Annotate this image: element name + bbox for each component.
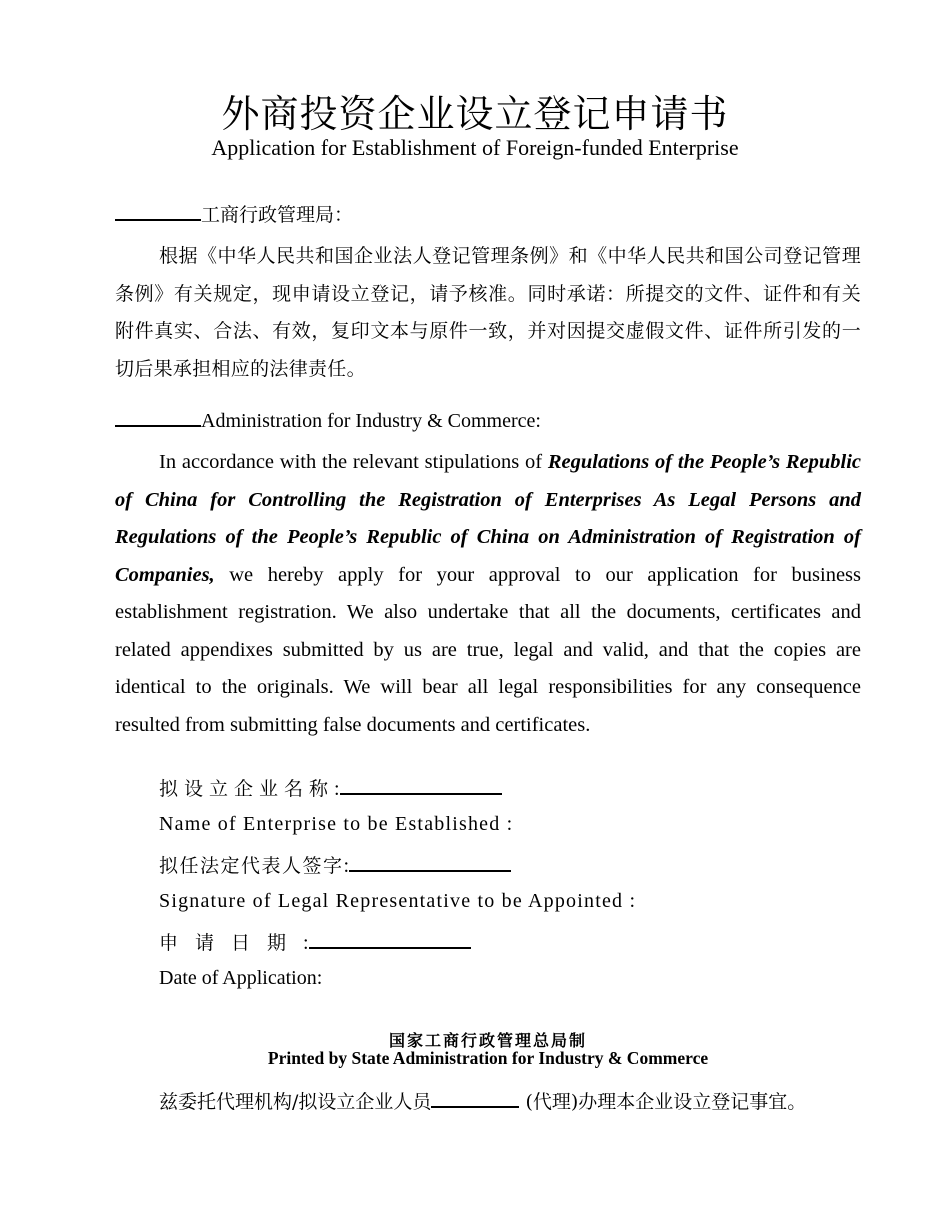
declaration-body-cn: 根据《中华人民共和国企业法人登记管理条例》和《中华人民共和国公司登记管理条例》有关规定，现申请设立登记，请予核准。同时承诺：所提交的文件、证件和有关附件真实、合法、有效，复印文本与原件一致，并对因提交虚假文件、证件所引发的一切后果承担相应的法律责任。 (115, 245, 861, 380)
printer-cn: 国家工商行政管理总局制 (388, 1031, 587, 1050)
addressee-cn: 工商行政管理局： (201, 204, 354, 226)
agent-name-blank[interactable] (431, 1106, 519, 1108)
declaration-body-en (115, 444, 861, 744)
colon: : (303, 932, 309, 954)
declaration-rest-en: we hereby apply for your approval to our application for business establishment registration. We also undertake that all the documents, certificates and related appendixes submitted by us are true, legal and valid, and that the copies are identical to the originals. We will bear all legal responsibilities for any consequence resulted from submitting false documents and certificates. (115, 563, 861, 736)
signature-en-label: Signature of Legal Representative to be Appointed : (159, 890, 637, 912)
signature-label-cn: 拟任法定代表人签字 (159, 855, 344, 877)
colon: : (334, 778, 340, 800)
bureau-name-blank-en[interactable] (115, 425, 201, 427)
date-cn-field (159, 928, 471, 955)
enterprise-name-cn-field (159, 774, 502, 801)
date-en-label: Date of Application: (159, 967, 323, 989)
date-blank[interactable] (309, 947, 471, 949)
enterprise-name-blank[interactable] (340, 793, 502, 795)
addressee-cn-line (115, 200, 353, 227)
enterprise-name-en-label: Name of Enterprise to be Established : (159, 813, 514, 835)
colon: : (343, 855, 350, 877)
document-title-cn: 外商投资企业设立登记申请书 (221, 92, 729, 136)
addressee-en-line (115, 410, 541, 433)
document-title-en: Application for Establishment of Foreign-funded Enterprise (211, 135, 739, 160)
declaration-intro-en: In accordance with the relevant stipulations of (159, 451, 548, 473)
printer-en: Printed by State Administration for Industry & Commerce (267, 1048, 709, 1068)
addressee-en: Administration for Industry & Commerce: (201, 410, 541, 432)
bureau-name-blank-cn[interactable] (115, 219, 201, 221)
enterprise-name-label-cn: 拟设立企业名称 (159, 778, 335, 800)
date-label-cn: 申请日期 (159, 932, 304, 954)
entrust-text-before: 兹委托代理机构/拟设立企业人员 (159, 1091, 432, 1113)
signature-blank[interactable] (349, 870, 511, 872)
entrust-text-after: (代理)办理本企业设立登记事宜。 (519, 1091, 807, 1113)
signature-cn-field (159, 851, 511, 878)
regulations-title-en: Regulations of the People’s Republic of China for Controlling the Registration of Enterprises As Legal Persons and Regulations of the People’s Republic of China on Administration of Registration of Companies, (115, 451, 861, 586)
entrustment-line (159, 1087, 806, 1114)
